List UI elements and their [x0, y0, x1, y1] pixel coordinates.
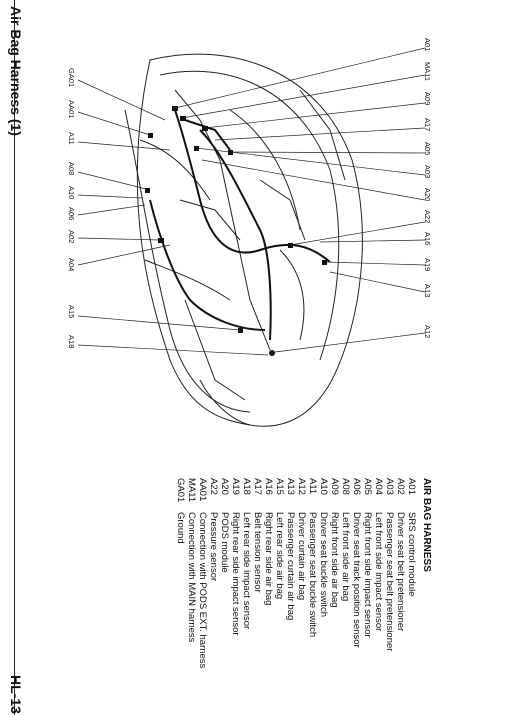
- legend-code: A22: [208, 478, 219, 495]
- legend-code: A20: [219, 478, 230, 495]
- legend-code: A06: [351, 478, 362, 495]
- legend-code: A04: [373, 478, 384, 495]
- legend-desc: Passenger curtain air bag: [285, 512, 296, 621]
- callout-ga01: GA01: [67, 68, 76, 88]
- legend-desc: Driver curtain air bag: [296, 512, 307, 601]
- legend-desc: Belt tension sensor: [252, 512, 263, 593]
- callout-a10: A10: [67, 186, 76, 200]
- legend-desc: Driver seat track position sensor: [351, 512, 362, 648]
- legend-desc: PODS module: [219, 512, 230, 573]
- callout-a19: A19: [423, 258, 432, 272]
- callout-a16: A16: [423, 232, 432, 246]
- legend-code: A05: [362, 478, 373, 495]
- legend-desc: Left rear side air bag: [274, 512, 285, 600]
- legend-desc: Passenger seat buckle switch: [307, 512, 318, 638]
- callout-a11: A11: [67, 132, 76, 145]
- legend-code: AA01: [197, 478, 208, 502]
- callout-a12: A12: [423, 325, 432, 339]
- legend-desc: Pressure sensor: [208, 512, 219, 582]
- legend-desc: Left front side air bag: [340, 512, 351, 602]
- page-number: HL-13: [8, 675, 24, 714]
- legend-code: A02: [395, 478, 406, 495]
- page-title: Air Bag Harness (1): [8, 6, 24, 136]
- legend-desc: Connection with MAIN harness: [186, 512, 197, 643]
- legend-desc: Connection with PODS EXT. harness: [197, 512, 208, 669]
- legend-code: A17: [252, 478, 263, 495]
- legend-desc: Driver seat belt pretensioner: [395, 512, 406, 632]
- callout-a03: A03: [423, 165, 432, 179]
- legend-code: A01: [406, 478, 417, 495]
- callout-a02: A02: [67, 230, 76, 244]
- legend-desc: SRS control module: [406, 512, 417, 597]
- legend-code: A11: [307, 478, 318, 495]
- callout-a18: A18: [67, 335, 76, 349]
- callout-a01: A01: [423, 38, 432, 52]
- legend-desc: Right front side impact sensor: [362, 512, 373, 638]
- legend-code: A08: [340, 478, 351, 495]
- callout-a04: A04: [67, 258, 76, 272]
- legend-code: A10: [318, 478, 329, 495]
- legend-code: A19: [230, 478, 241, 495]
- callout-a22: A22: [423, 210, 432, 224]
- legend-desc: Right front side air bag: [329, 512, 340, 608]
- legend-code: A18: [241, 478, 252, 495]
- legend-heading: AIR BAG HARNESS: [421, 478, 432, 572]
- callout-a08: A08: [67, 162, 76, 176]
- legend-code: A16: [263, 478, 274, 495]
- callout-leader-lines: [78, 48, 425, 355]
- legend-desc: Right rear side impact sensor: [230, 512, 241, 636]
- legend-code: GA01: [175, 478, 186, 503]
- legend-desc: Right rear side air bag: [263, 512, 274, 606]
- legend-code: A15: [274, 478, 285, 495]
- legend-desc: Left front side impact sensor: [373, 512, 384, 632]
- callout-a06: A06: [67, 207, 76, 221]
- legend-code: A03: [384, 478, 395, 495]
- callout-a15: A15: [67, 305, 76, 319]
- legend-code: A09: [329, 478, 340, 495]
- legend-code: A12: [296, 478, 307, 495]
- legend-desc: Left rear side impact sensor: [241, 512, 252, 630]
- callout-ma11: MA11: [423, 62, 432, 82]
- legend-desc: Passenger seat belt pretensioner: [384, 512, 395, 652]
- callout-a20: A20: [423, 188, 432, 202]
- callout-a05: A05: [423, 142, 432, 156]
- legend-desc: Ground: [175, 512, 186, 544]
- connector-markers: [145, 106, 327, 356]
- callout-a17: A17: [423, 118, 432, 132]
- legend-code: MA11: [186, 478, 197, 503]
- callout-a09: A09: [423, 92, 432, 106]
- legend-code: A13: [285, 478, 296, 495]
- legend-desc: Driver seat buckle switch: [318, 512, 329, 618]
- harness-wires: [150, 110, 330, 340]
- callout-aa01: AA01: [67, 100, 76, 119]
- callout-a13: A13: [423, 284, 432, 298]
